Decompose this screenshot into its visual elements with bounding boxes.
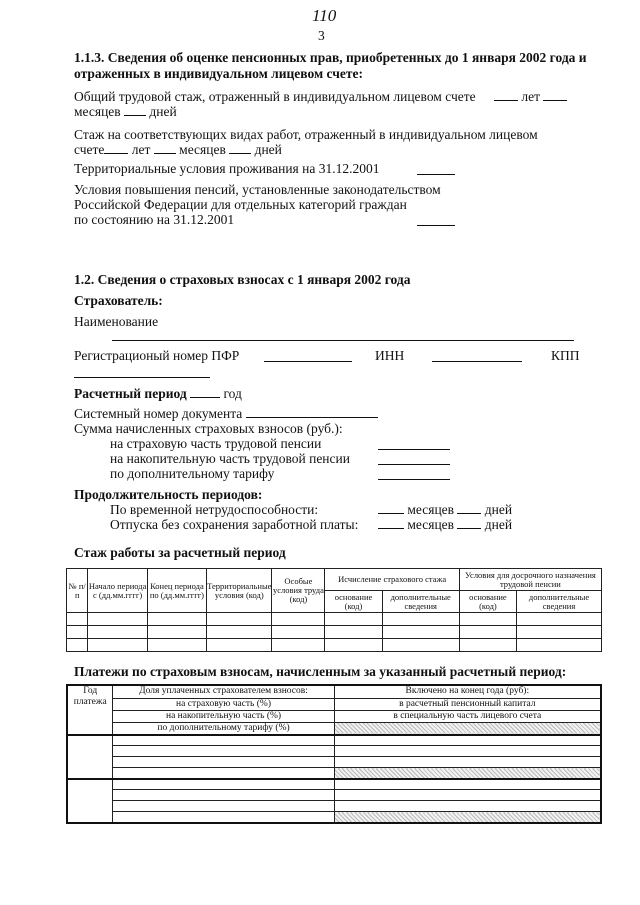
disability-fields[interactable] <box>378 502 512 518</box>
table-row[interactable] <box>67 757 601 768</box>
col-territorial: Территориальные условия (код) <box>207 569 272 613</box>
hatched-cell <box>334 722 601 735</box>
section-113-title-2: отраженных в индивидуальном лицевом счете: <box>74 66 364 81</box>
period-row[interactable] <box>74 386 242 402</box>
pension-increase-label-1: Условия повышения пенсий, установленные законодательством <box>74 182 441 197</box>
col-early-extra: дополнительные сведения <box>517 591 602 613</box>
leave-label: Отпуска без сохранения заработной платы: <box>110 517 359 532</box>
special-experience-values[interactable] <box>74 142 282 158</box>
total-experience-label: Общий трудовой стаж, отраженный в индивидуальном лицевом счете <box>74 89 476 104</box>
share-additional: по дополнительному тарифу (%) <box>113 722 334 735</box>
table-row[interactable] <box>67 746 601 757</box>
section-113-title: 1.1.3. Сведения об оценке пенсионных прав, приобретенных до 1 января 2002 года и <box>74 50 587 65</box>
special-experience-label: Стаж на соответствующих видах работ, отраженный в индивидуальном лицевом <box>74 127 538 142</box>
years-label: лет <box>521 89 541 104</box>
table-row[interactable] <box>67 812 601 823</box>
days-label: дней <box>484 517 513 532</box>
days-label: дней <box>254 142 282 157</box>
kpp-field[interactable] <box>74 377 210 378</box>
total-experience-years[interactable] <box>494 89 567 105</box>
share-insurance: на страховую часть (%) <box>113 698 334 710</box>
sysnum-row[interactable] <box>74 406 378 422</box>
table-row[interactable] <box>67 735 601 746</box>
col-calc-extra: дополнительные сведения <box>382 591 459 613</box>
days-label: дней <box>484 502 513 517</box>
handwritten-page-number: 110 <box>312 6 337 25</box>
total-experience-months-days[interactable] <box>74 104 177 120</box>
table-row[interactable] <box>67 639 602 652</box>
sum-label: Сумма начисленных страховых взносов (руб.): <box>74 421 343 436</box>
included-capital: в расчетный пенсионный капитал <box>334 698 601 710</box>
months-label: месяцев <box>407 517 455 532</box>
inn-field[interactable] <box>432 361 522 362</box>
insurer-label: Страхователь: <box>74 293 163 308</box>
table-row[interactable] <box>67 768 601 779</box>
months-label: месяцев <box>74 104 121 119</box>
col-calc-basis: основание (код) <box>325 591 382 613</box>
territorial-conditions-field[interactable] <box>417 174 455 175</box>
col-payment-year: Год платежа <box>67 685 113 735</box>
reg-number-field[interactable] <box>264 361 352 362</box>
sum-additional-label: по дополнительному тарифу <box>110 466 275 481</box>
territorial-conditions-label: Территориальные условия проживания на 31.12.2001 <box>74 161 380 176</box>
reg-number-label: Регистрационый номер ПФР <box>74 348 240 363</box>
leave-fields[interactable] <box>378 517 512 533</box>
sysnum-label: Системный номер документа <box>74 406 243 421</box>
stazh-title: Стаж работы за расчетный период <box>74 545 286 560</box>
kpp-label: КПП <box>551 348 580 363</box>
durations-label: Продолжительность периодов: <box>74 487 263 502</box>
years-label: лет <box>131 142 151 157</box>
account-label: счете <box>74 142 105 157</box>
sum-insurance-label: на страховую часть трудовой пенсии <box>110 436 322 451</box>
included-special: в специальную часть лицевого счета <box>334 710 601 722</box>
disability-label: По временной нетрудоспособности: <box>110 502 319 517</box>
page-number: 3 <box>318 28 325 43</box>
sum-insurance-field[interactable] <box>378 449 450 450</box>
table-row[interactable] <box>67 801 601 812</box>
pension-increase-label-2: Российской Федерации для отдельных категорий граждан <box>74 197 407 212</box>
share-funded: на накопительную часть (%) <box>113 710 334 722</box>
year-label: год <box>223 386 242 401</box>
inn-label: ИНН <box>375 348 405 363</box>
pension-increase-field[interactable] <box>417 225 455 226</box>
col-early: Условия для досрочного назначения трудовой пенсии <box>459 569 601 591</box>
section-12-title: 1.2. Сведения о страховых взносах с 1 января 2002 года <box>74 272 411 287</box>
col-early-basis: основание (код) <box>459 591 516 613</box>
hatched-cell <box>334 768 601 779</box>
col-share: Доля уплаченных страхователем взносов: <box>113 685 334 698</box>
table-row[interactable] <box>67 790 601 801</box>
hatched-cell <box>334 812 601 823</box>
col-end: Конец периода по (дд.мм.гггг) <box>147 569 206 613</box>
table-row[interactable] <box>67 613 602 626</box>
insurer-name-label: Наименование <box>74 314 159 329</box>
period-label: Расчетный период <box>74 386 187 401</box>
months-label: месяцев <box>407 502 455 517</box>
col-special: Особые условия труда (код) <box>272 569 325 613</box>
col-start: Начало периода с (дд.мм.гггг) <box>88 569 147 613</box>
col-included: Включено на конец года (руб): <box>334 685 601 698</box>
months-label: месяцев <box>179 142 226 157</box>
sum-funded-label: на накопительную часть трудовой пенсии <box>110 451 350 466</box>
payments-title: Платежи по страховым взносам, начисленным за указанный расчетный период: <box>74 664 567 679</box>
sum-funded-field[interactable] <box>378 464 450 465</box>
col-calc: Исчисление страхового стажа <box>325 569 459 591</box>
table-row[interactable] <box>67 626 602 639</box>
sum-additional-field[interactable] <box>378 479 450 480</box>
table-row[interactable] <box>67 779 601 790</box>
payments-table <box>66 684 602 824</box>
col-num: № п/п <box>67 569 88 613</box>
stazh-table <box>66 568 602 652</box>
days-label: дней <box>149 104 177 119</box>
insurer-name-field[interactable] <box>112 340 574 341</box>
pension-increase-label-3: по состоянию на 31.12.2001 <box>74 212 235 227</box>
